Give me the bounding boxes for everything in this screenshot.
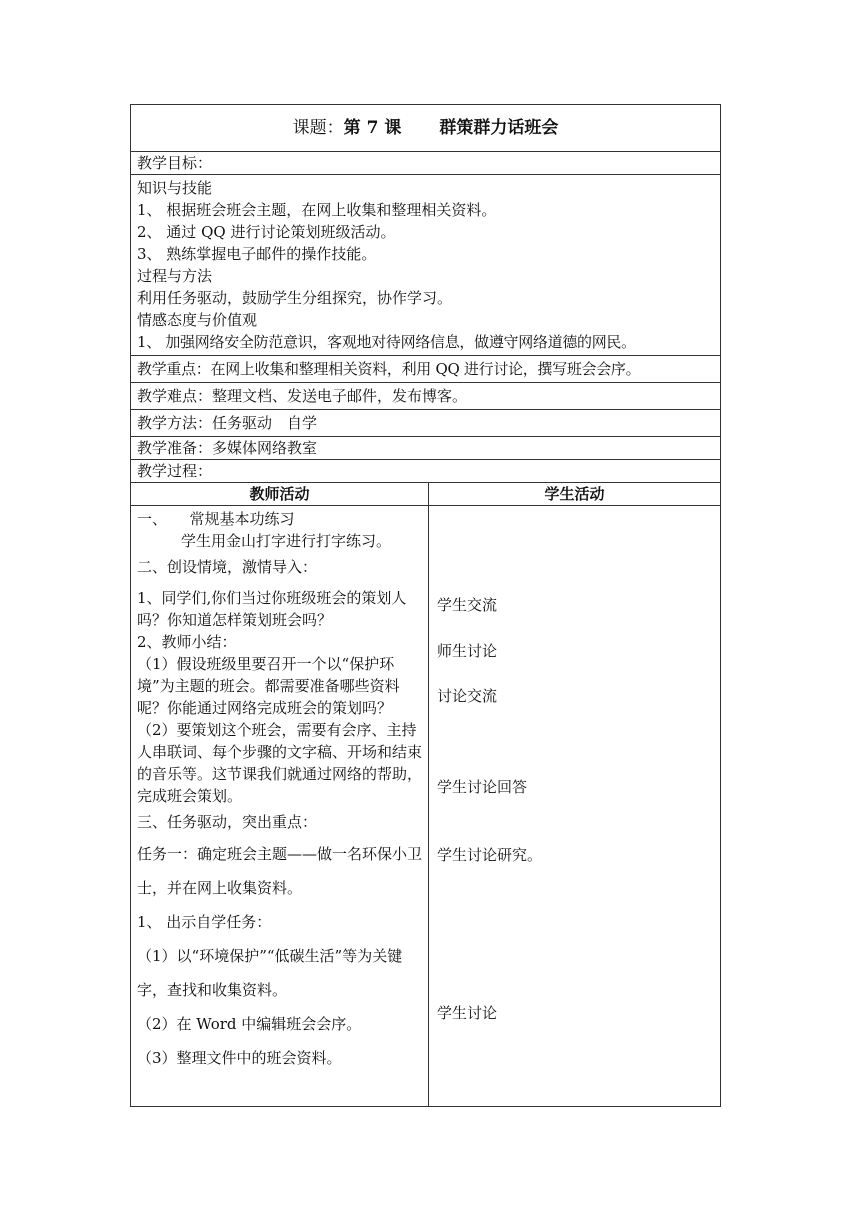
objectives-label: 教学目标： [131,152,721,175]
section-2-title: 二、创设情境，激情导入： [137,558,318,576]
student-activity-item: 师生讨论 [437,642,498,660]
student-activity-item: 学生讨论 [437,1004,498,1022]
student-activity-item: 讨论交流 [437,687,498,705]
section-1-title: 一、 常规基本功练习 [137,510,295,528]
objective-item: 3、 熟练掌握电子邮件的操作技能。 [137,245,377,263]
objective-heading-knowledge: 知识与技能 [137,179,213,197]
objective-item: 1、 加强网络安全防范意识，客观地对待网络信息，做遵守网络道德的网民。 [137,333,636,351]
teacher-activity-cell [131,506,429,1107]
lesson-plan-table [130,104,721,1107]
task-item-1: （1）以“环境保护”“低碳生活”等为关键字，查找和收集资料。 [137,947,403,999]
student-activity-cell [429,506,721,1107]
student-activity-header: 学生活动 [429,483,721,506]
student-activity-item: 学生讨论回答 [437,778,528,796]
student-activity-item: 学生交流 [437,596,498,614]
objectives-body [131,175,721,356]
objective-item: 1、 根据班会班会主题，在网上收集和整理相关资料。 [137,201,497,219]
lesson-title [131,105,721,152]
section-2-question: 1、同学们,你们当过你班级班会的策划人吗？你知道怎样策划班会吗？ [137,589,407,629]
objective-heading-process: 过程与方法 [137,267,213,285]
objective-item: 利用任务驱动，鼓励学生分组探究，协作学习。 [137,289,453,307]
student-activity-item: 学生讨论研究。 [437,846,543,864]
title-prefix: 课题： [292,118,344,138]
teacher-activity-header: 教师活动 [131,483,429,506]
task-item-3: （3）整理文件中的班会资料。 [137,1049,342,1067]
key-points: 教学重点：在网上收集和整理相关资料，利用 QQ 进行讨论，撰写班会会序。 [131,356,721,383]
process-label: 教学过程： [131,460,721,483]
teaching-preparation: 教学准备：多媒体网络教室 [131,437,721,460]
lesson-name: 群策群力话班会 [439,118,559,138]
section-3-title: 三、任务驱动，突出重点： [137,813,318,831]
task-item-2: （2）在 Word 中编辑班会会序。 [137,1015,362,1033]
teaching-methods: 教学方法：任务驱动 自学 [131,410,721,437]
section-2-point-1: （1）假设班级里要召开一个以“保护环境”为主题的班会。都需要准备哪些资料呢？你能通过网络完成班会的策划吗？ [137,655,400,717]
self-study-heading: 1、 出示自学任务： [137,913,272,931]
task-1: 任务一：确定班会主题——做一名环保小卫士，并在网上收集资料。 [137,845,423,897]
section-2-summary: 2、教师小结： [137,633,237,651]
objective-item: 2、 通过 QQ 进行讨论策划班级活动。 [137,223,396,241]
difficulties: 教学难点：整理文档、发送电子邮件，发布博客。 [131,383,721,410]
lesson-number: 第 7 课 [343,118,402,138]
section-2-point-2: （2）要策划这个班会，需要有会序、主持人串联词、每个步骤的文字稿、开场和结束的音乐等。这节课我们就通过网络的帮助，完成班会策划。 [137,721,423,805]
section-1-body: 学生用金山打字进行打字练习。 [181,532,392,550]
objective-heading-attitude: 情感态度与价值观 [137,311,258,329]
